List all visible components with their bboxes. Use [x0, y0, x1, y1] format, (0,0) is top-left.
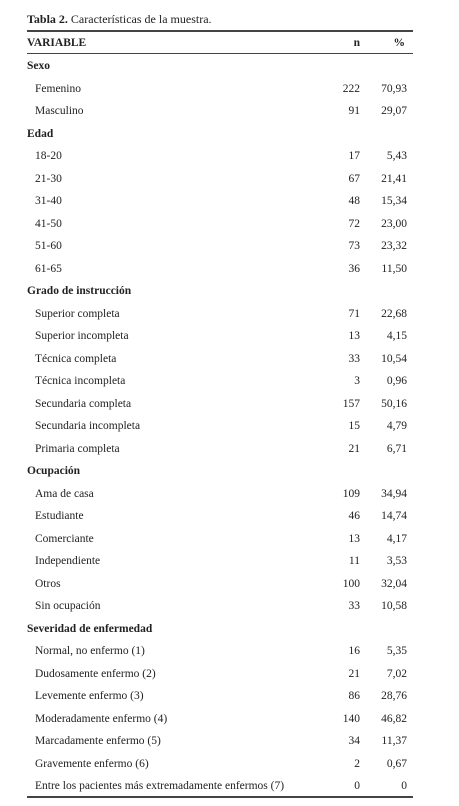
row-percent: 29,07	[381, 105, 407, 117]
row-n: 71	[348, 307, 360, 320]
table-row	[0, 258, 459, 281]
row-n: 91	[348, 105, 360, 117]
table-row	[0, 78, 459, 101]
row-label: Secundaria incompleta	[35, 420, 141, 432]
row-label: Técnica incompleta	[35, 375, 126, 387]
table-row	[0, 303, 459, 326]
row-percent: 0	[401, 780, 407, 792]
section-title: Sexo	[27, 60, 50, 72]
row-n: 73	[348, 240, 360, 252]
section-title: Severidad de enfermedad	[27, 622, 153, 635]
row-label: Superior completa	[35, 307, 120, 320]
row-label: Gravemente enfermo (6)	[35, 757, 149, 770]
row-label: Primaria completa	[35, 442, 120, 455]
row-percent: 34,94	[381, 487, 407, 500]
row-percent: 70,93	[381, 82, 407, 95]
table-row	[0, 663, 459, 686]
table-row	[0, 100, 459, 123]
table-caption	[27, 12, 212, 27]
section-row	[0, 55, 459, 78]
table-row	[0, 550, 459, 573]
row-percent: 32,04	[381, 577, 407, 590]
table-row	[0, 438, 459, 461]
row-percent: 5,43	[386, 150, 407, 162]
row-percent: 21,41	[381, 172, 407, 185]
row-percent: 23,32	[381, 240, 407, 252]
table-row	[0, 640, 459, 663]
row-n: 72	[348, 217, 360, 230]
row-percent: 0,96	[386, 375, 407, 387]
header-n: n	[353, 37, 360, 49]
section-row	[0, 123, 459, 146]
row-label: Ama de casa	[35, 487, 94, 500]
table-row	[0, 370, 459, 393]
row-label: Comerciante	[35, 532, 94, 545]
row-percent: 4,79	[386, 420, 407, 432]
caption-label: Tabla 2.	[27, 12, 68, 26]
row-n: 13	[348, 330, 360, 342]
row-n: 36	[348, 262, 360, 275]
row-label: Femenino	[35, 82, 81, 95]
row-percent: 11,37	[381, 735, 407, 747]
row-percent: 4,15	[386, 330, 407, 342]
row-n: 157	[342, 397, 360, 410]
table-row	[0, 753, 459, 776]
section-title: Edad	[27, 127, 54, 140]
table-row	[0, 168, 459, 191]
table-row	[0, 730, 459, 753]
table-row	[0, 235, 459, 258]
row-n: 34	[348, 735, 360, 747]
row-percent: 23,00	[381, 217, 407, 230]
row-percent: 15,34	[381, 195, 407, 207]
table-row	[0, 528, 459, 551]
row-percent: 0,67	[386, 757, 407, 770]
table-row	[0, 775, 459, 798]
row-label: 41-50	[35, 217, 62, 230]
table-row	[0, 595, 459, 618]
header-variable: VARIABLE	[27, 37, 87, 49]
row-label: Dudosamente enfermo (2)	[35, 667, 156, 680]
row-percent: 28,76	[381, 690, 407, 702]
row-n: 67	[348, 172, 360, 185]
row-n: 33	[348, 600, 360, 612]
table-row	[0, 505, 459, 528]
bottom-rule	[27, 796, 413, 798]
table-row	[0, 145, 459, 168]
section-title: Grado de instrucción	[27, 285, 132, 297]
row-percent: 11,50	[381, 262, 407, 275]
row-label: Masculino	[35, 105, 84, 117]
row-label: Secundaria completa	[35, 397, 132, 410]
table-row	[0, 685, 459, 708]
row-n: 140	[342, 712, 360, 725]
row-n: 21	[348, 667, 360, 680]
section-row	[0, 460, 459, 483]
row-n: 222	[342, 82, 360, 95]
row-label: 31-40	[35, 195, 62, 207]
row-percent: 7,02	[386, 667, 407, 680]
row-label: Normal, no enfermo (1)	[35, 645, 145, 657]
section-row	[0, 618, 459, 641]
row-label: Levemente enfermo (3)	[35, 690, 144, 702]
row-n: 13	[348, 532, 360, 545]
row-label: Técnica completa	[35, 352, 117, 365]
row-label: Estudiante	[35, 510, 84, 522]
section-row	[0, 280, 459, 303]
row-n: 33	[348, 352, 360, 365]
row-percent: 3,53	[386, 555, 407, 567]
row-percent: 22,68	[381, 307, 407, 320]
table-row	[0, 190, 459, 213]
row-label: 51-60	[35, 240, 62, 252]
row-n: 48	[348, 195, 360, 207]
top-rule	[27, 30, 413, 32]
row-percent: 10,58	[381, 600, 407, 612]
row-label: Entre los pacientes más extremadamente enfermos (7)	[35, 780, 285, 792]
table-row	[0, 213, 459, 236]
section-title: Ocupación	[27, 465, 81, 477]
row-percent: 5,35	[386, 645, 407, 657]
row-n: 15	[348, 420, 360, 432]
row-n: 17	[348, 150, 360, 162]
row-label: Marcadamente enfermo (5)	[35, 735, 161, 747]
row-n: 109	[342, 487, 360, 500]
table-row	[0, 415, 459, 438]
row-n: 21	[348, 442, 360, 455]
row-n: 86	[348, 690, 360, 702]
row-n: 0	[354, 780, 360, 792]
table-row	[0, 325, 459, 348]
row-percent: 46,82	[381, 712, 407, 725]
row-percent: 14,74	[381, 510, 407, 522]
row-n: 2	[354, 757, 360, 770]
table-row	[0, 393, 459, 416]
row-percent: 50,16	[381, 397, 407, 410]
row-percent: 6,71	[386, 442, 407, 455]
row-label: Moderadamente enfermo (4)	[35, 712, 168, 725]
header-rule	[27, 53, 413, 54]
table-row	[0, 708, 459, 731]
row-label: 21-30	[35, 172, 62, 185]
table-row	[0, 348, 459, 371]
row-n: 11	[348, 555, 360, 567]
row-label: Independiente	[35, 555, 101, 567]
row-n: 46	[348, 510, 360, 522]
row-label: Superior incompleta	[35, 330, 129, 342]
row-label: 18-20	[35, 150, 62, 162]
row-n: 100	[342, 577, 360, 590]
row-label: Otros	[35, 577, 61, 590]
table-row	[0, 573, 459, 596]
row-label: Sin ocupación	[35, 600, 101, 612]
row-n: 16	[348, 645, 360, 657]
header-percent: %	[393, 37, 405, 49]
row-n: 3	[354, 375, 360, 387]
table-row	[0, 483, 459, 506]
caption-text: Características de la muestra.	[67, 12, 212, 26]
row-label: 61-65	[35, 262, 62, 275]
row-percent: 4,17	[386, 532, 407, 545]
row-percent: 10,54	[381, 352, 407, 365]
